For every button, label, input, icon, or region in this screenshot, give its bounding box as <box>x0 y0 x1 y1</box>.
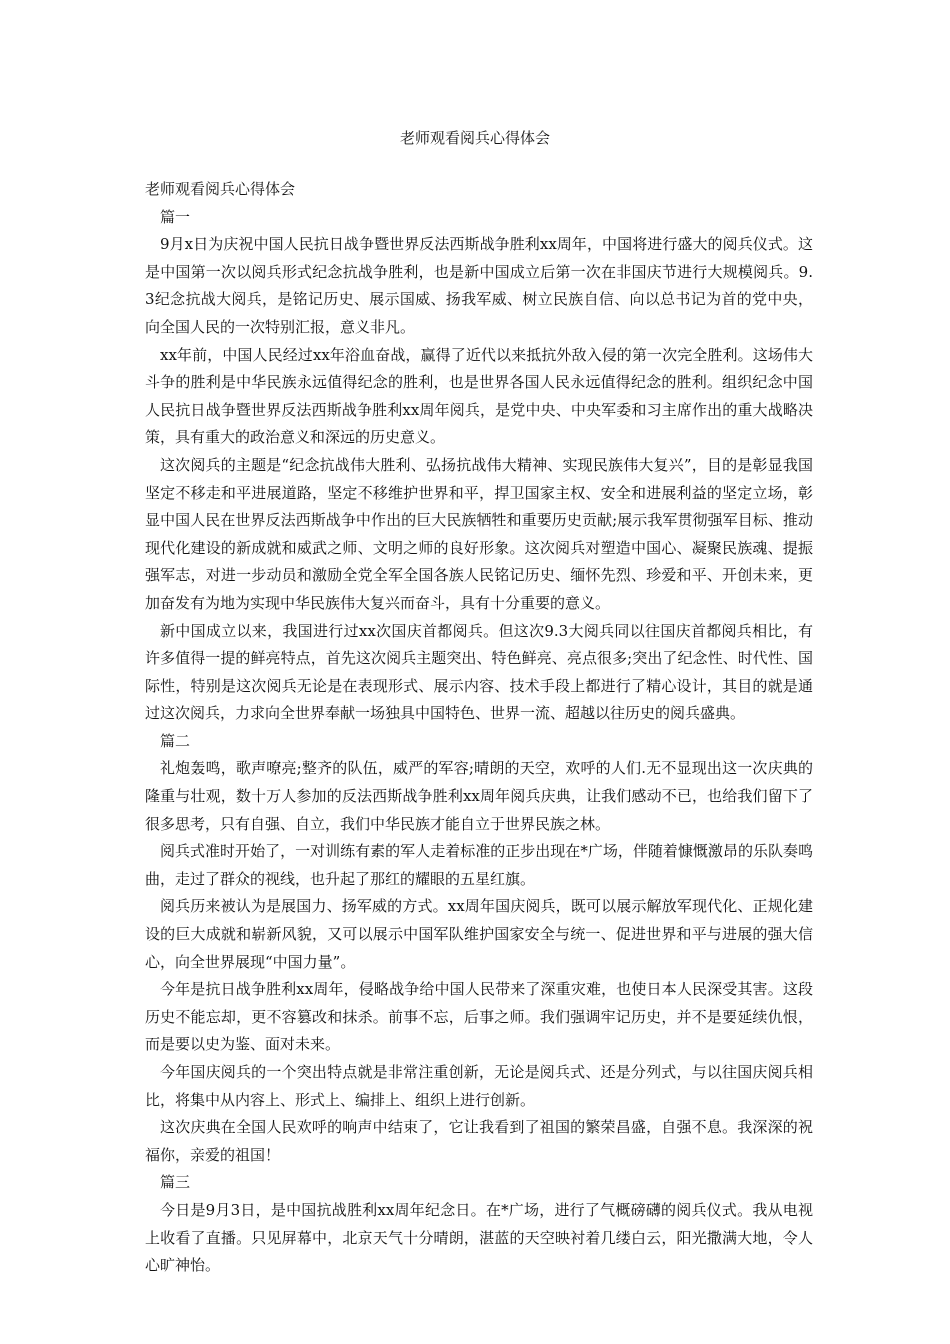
paragraph: 阅兵历来被认为是展国力、扬军威的方式。xx周年国庆阅兵，既可以展示解放军现代化、正规化建设的巨大成就和崭新风貌，又可以展示中国军队维护国家安全与统一、促进世界和平与进展的强大信心，向全世界展现“中国力量”。 <box>145 897 813 971</box>
paragraph: 这次阅兵的主题是“纪念抗战伟大胜利、弘扬抗战伟大精神、实现民族伟大复兴”，目的是彰显我国坚定不移走和平进展道路，坚定不移维护世界和平，捍卫国家主权、安全和进展利益的坚定立场，彰显中国人民在世界反法西斯战争中作出的巨大民族牺牲和重要历史贡献;展示我军贯彻强军目标、推动现代化建设的新成就和威武之师、文明之师的良好形象。这次阅兵对塑造中国心、凝聚民族魂、提振强军志，对进一步动员和激励全党全军全国各族人民铭记历史、缅怀先烈、珍爱和平、开创未来，更加奋发有为地为实现中华民族伟大复兴而奋斗，具有十分重要的意义。 <box>145 455 813 612</box>
section-heading: 篇三 <box>160 1173 191 1192</box>
paragraph: 9月x日为庆祝中国人民抗日战争暨世界反法西斯战争胜利xx周年，中国将进行盛大的阅兵仪式。这是中国第一次以阅兵形式纪念抗战争胜利，也是新中国成立后第一次在非国庆节进行大规模阅兵。9.3纪念抗战大阅兵，是铭记历史、展示国威、扬我军威、树立民族自信、向以总书记为首的党中央，向全国人民的一次特别汇报，意义非凡。 <box>145 235 813 336</box>
section-heading: 篇二 <box>160 731 191 750</box>
paragraph: 今年国庆阅兵的一个突出特点就是非常注重创新，无论是阅兵式、还是分列式，与以往国庆阅兵相比，将集中从内容上、形式上、编排上、组织上进行创新。 <box>145 1063 813 1109</box>
document-body <box>145 176 813 1280</box>
document-title: 老师观看阅兵心得体会 <box>399 129 550 147</box>
document-subtitle: 老师观看阅兵心得体会 <box>145 180 296 198</box>
paragraph: 今日是9月3日，是中国抗战胜利xx周年纪念日。在*广场，进行了气概磅礴的阅兵仪式。我从电视上收看了直播。只见屏幕中，北京天气十分晴朗，湛蓝的天空映衬着几缕白云，阳光撒满大地，令人心旷神怡。 <box>145 1200 813 1275</box>
paragraph: 阅兵式准时开始了，一对训练有素的军人走着标准的正步出现在*广场，伴随着慷慨激昂的乐队奏鸣曲，走过了群众的视线，也升起了那红的耀眼的五星红旗。 <box>145 842 813 888</box>
section-heading: 篇一 <box>160 207 191 226</box>
paragraph: 礼炮轰鸣，歌声嘹亮;整齐的队伍，威严的军容;晴朗的天空，欢呼的人们.无不显现出这一次庆典的隆重与壮观，数十万人参加的反法西斯战争胜利xx周年阅兵庆典，让我们感动不已，也给我们留下了很多思考，只有自强、自立，我们中华民族才能自立于世界民族之林。 <box>145 759 813 833</box>
paragraph: xx年前，中国人民经过xx年浴血奋战，赢得了近代以来抵抗外敌入侵的第一次完全胜利。这场伟大斗争的胜利是中华民族永远值得纪念的胜利，也是世界各国人民永远值得纪念的胜利。组织纪念中国人民抗日战争暨世界反法西斯战争胜利xx周年阅兵，是党中央、中央军委和习主席作出的重大战略决策，具有重大的政治意义和深远的历史意义。 <box>145 345 813 447</box>
paragraph: 新中国成立以来，我国进行过xx次国庆首都阅兵。但这次9.3大阅兵同以往国庆首都阅兵相比，有许多值得一提的鲜亮特点，首先这次阅兵主题突出、特色鲜亮、亮点很多;突出了纪念性、时代性、国际性，特别是这次阅兵无论是在表现形式、展示内容、技术手段上都进行了精心设计，其目的就是通过这次阅兵，力求向全世界奉献一场独具中国特色、世界一流、超越以往历史的阅兵盛典。 <box>145 621 813 723</box>
paragraph: 今年是抗日战争胜利xx周年，侵略战争给中国人民带来了深重灾难，也使日本人民深受其害。这段历史不能忘却，更不容篡改和抹杀。前事不忘，后事之师。我们强调牢记历史，并不是要延续仇恨，而是要以史为鉴、面对未来。 <box>145 980 813 1054</box>
paragraph: 这次庆典在全国人民欢呼的响声中结束了，它让我看到了祖国的繁荣昌盛，自强不息。我深深的祝福你，亲爱的祖国！ <box>145 1118 813 1164</box>
